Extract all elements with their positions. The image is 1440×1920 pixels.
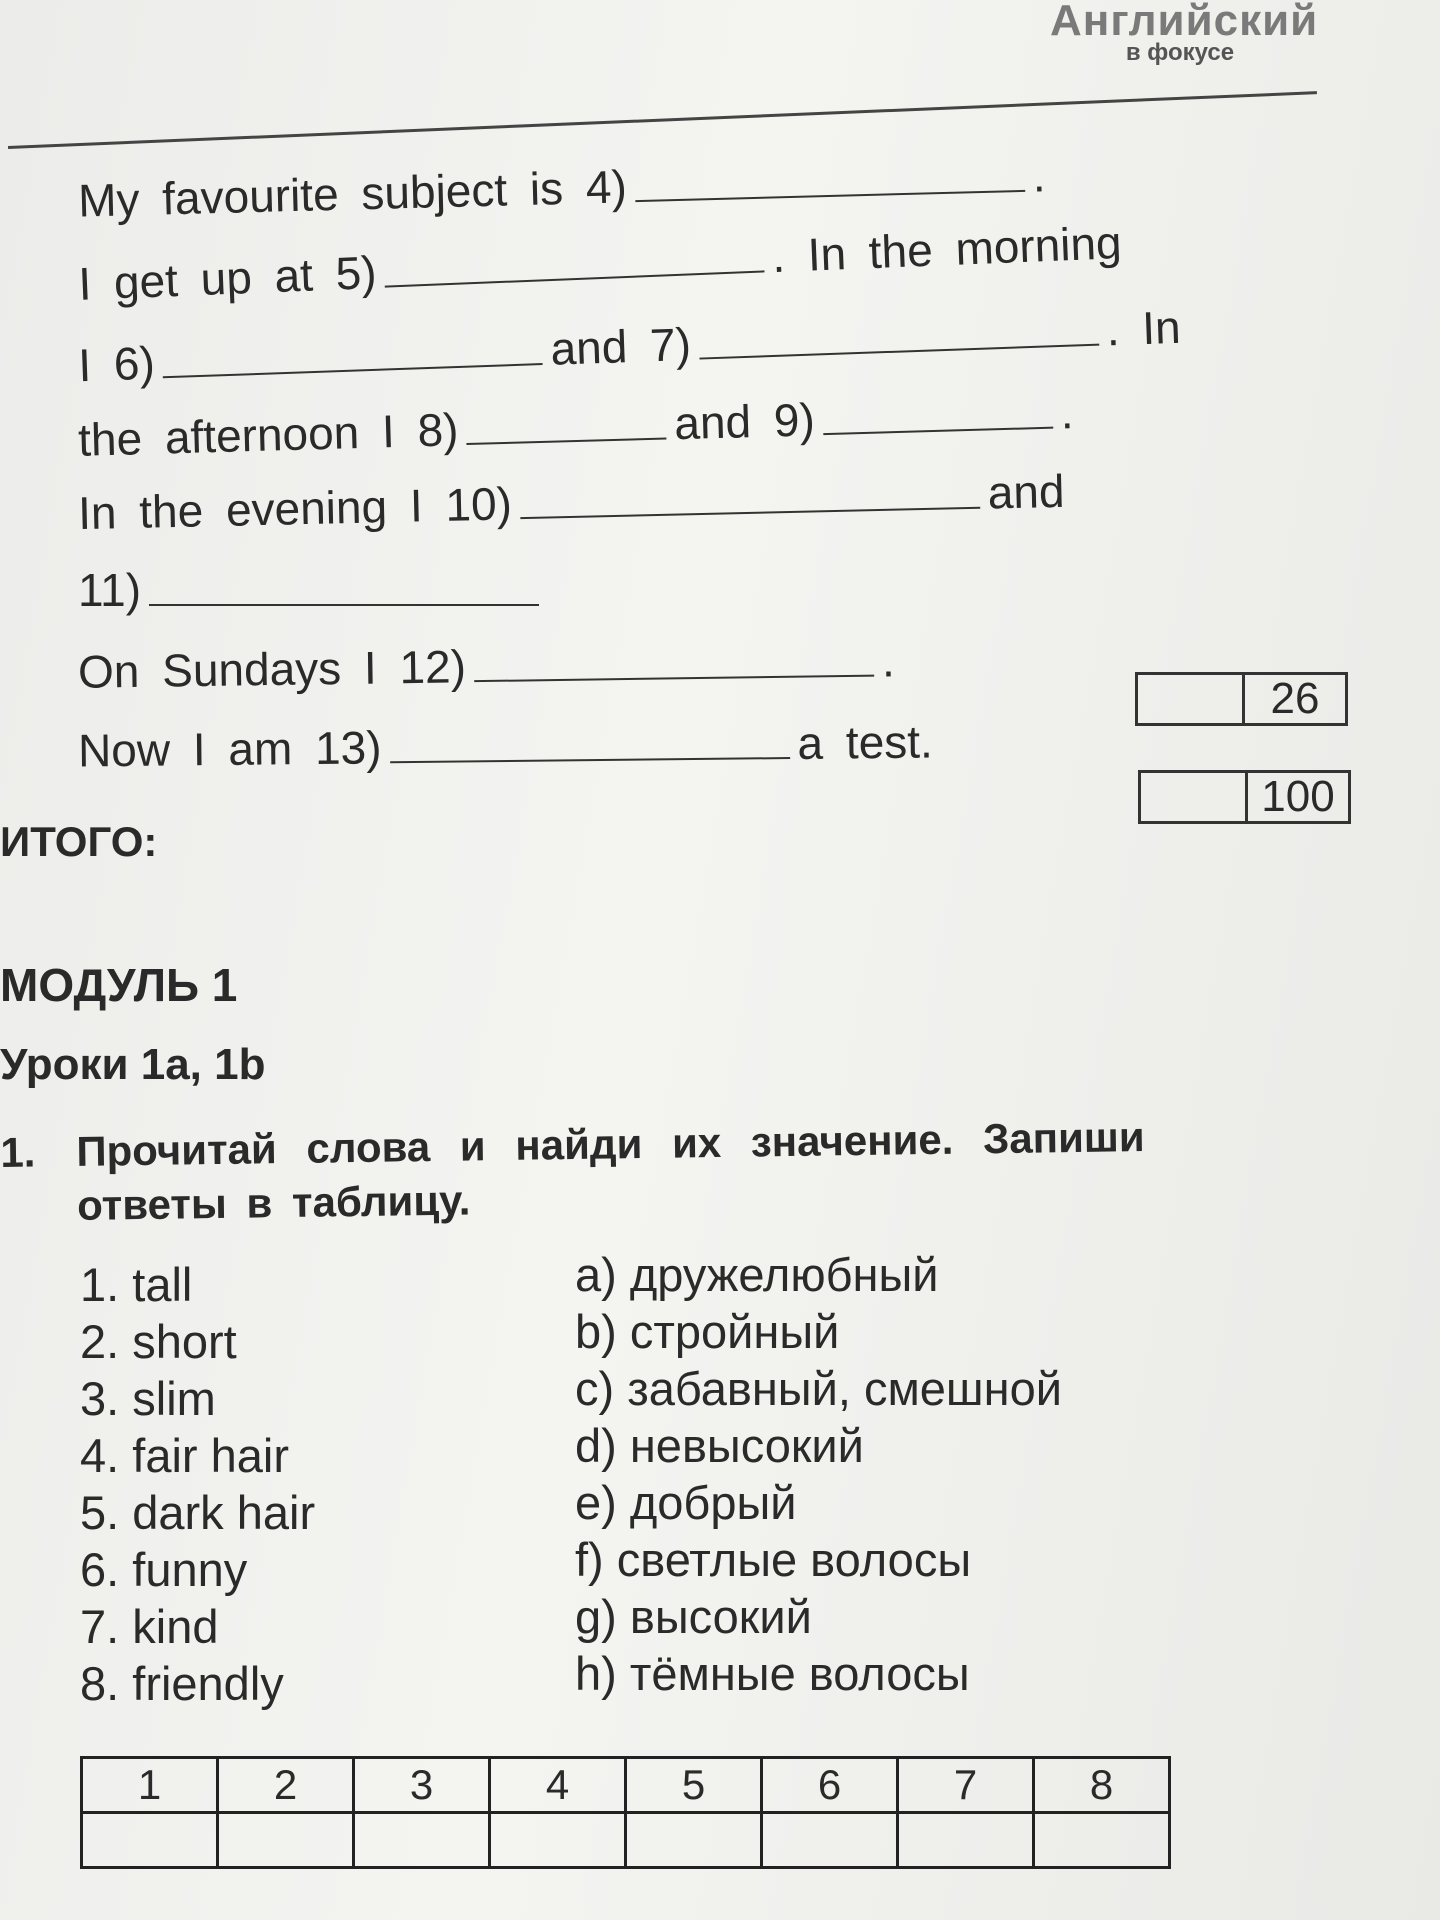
total-max-score: 100	[1261, 772, 1335, 821]
answer-cell	[82, 1813, 218, 1868]
task-text-line1: Прочитай слова и найди их значение. Запиши	[76, 1113, 1145, 1175]
exercise-line-11	[78, 562, 547, 618]
list-item: 6. funny	[80, 1543, 248, 1596]
exercise-line-12	[78, 632, 895, 699]
line-text: and	[987, 464, 1066, 519]
module-title: МОДУЛЬ 1	[0, 959, 238, 1011]
answer-table-header: 3	[354, 1758, 490, 1813]
answer-table-header: 7	[898, 1758, 1034, 1813]
task-text-line2: ответы в таблицу.	[76, 1176, 471, 1229]
total-input-cell	[1141, 773, 1248, 821]
line-text: . In	[1105, 300, 1182, 356]
line-text: and 7)	[549, 317, 692, 375]
answer-cell	[354, 1813, 490, 1868]
line-text: .	[1031, 149, 1047, 202]
line-text: My favourite subject is 4)	[77, 160, 628, 227]
list-item: 7. kind	[80, 1600, 219, 1653]
answer-table-header: 2	[218, 1758, 354, 1813]
total-label: ИТОГО:	[0, 818, 158, 865]
answer-cell	[762, 1813, 898, 1868]
answer-blank-5	[384, 240, 765, 287]
line-text: a test.	[797, 715, 934, 769]
list-item: 1. tall	[80, 1258, 193, 1311]
answer-table-header: 8	[1034, 1758, 1170, 1813]
answer-blank-11	[149, 574, 539, 606]
total-score-box	[1138, 770, 1351, 824]
line-text: I 6)	[77, 336, 156, 392]
answer-table-header: 5	[626, 1758, 762, 1813]
line-text: In the evening I 10)	[77, 477, 513, 540]
exercise-line-8-9	[77, 384, 1074, 468]
list-item: a) дружелюбный	[575, 1248, 939, 1301]
exercise-line-4	[77, 147, 1046, 228]
answer-table-header: 1	[82, 1758, 218, 1813]
line-text: and 9)	[673, 393, 816, 450]
list-item: c) забавный, смешной	[575, 1362, 1062, 1415]
section-max-score: 26	[1270, 674, 1320, 723]
list-item: d) невысокий	[575, 1419, 864, 1472]
exercise-line-13	[78, 714, 933, 779]
answer-blank-7	[698, 314, 1099, 360]
line-text: 11)	[78, 564, 142, 616]
answer-cell	[626, 1813, 762, 1868]
section-score-box	[1135, 672, 1348, 726]
exercise-line-6-7	[77, 299, 1181, 393]
list-item: b) стройный	[575, 1305, 840, 1358]
answer-blank-4	[634, 160, 1025, 202]
line-text: I get up at 5)	[77, 245, 378, 310]
list-item: 4. fair hair	[80, 1429, 289, 1482]
list-item: 8. friendly	[80, 1657, 284, 1710]
answer-table-answer-row	[82, 1813, 1170, 1868]
lessons-title: Уроки 1a, 1b	[0, 1040, 266, 1089]
answer-blank-6	[162, 333, 543, 378]
exercise-line-5	[77, 214, 1122, 312]
list-item: 5. dark hair	[80, 1486, 316, 1539]
answer-blank-8	[466, 407, 667, 445]
answer-cell	[218, 1813, 354, 1868]
task-instruction	[0, 1106, 1400, 1229]
brand-sub-text: в фокусе	[1125, 39, 1235, 66]
exercise-line-10	[77, 463, 1065, 541]
answer-cell	[1034, 1813, 1170, 1868]
task-number: 1.	[0, 1128, 36, 1176]
list-item: 2. short	[80, 1315, 237, 1368]
line-text: . In the morning	[771, 216, 1123, 283]
line-text: .	[881, 634, 896, 687]
list-item: e) добрый	[575, 1476, 797, 1529]
answer-table-header: 6	[762, 1758, 898, 1813]
brand-main-text: Английский	[1050, 0, 1319, 45]
line-text: On Sundays I 12)	[77, 640, 467, 698]
answer-blank-12	[474, 645, 874, 683]
answer-table-header: 4	[490, 1758, 626, 1813]
meaning-list	[575, 1246, 1062, 1702]
answer-blank-9	[822, 397, 1053, 435]
answer-blank-10	[519, 477, 980, 519]
score-input-cell	[1138, 675, 1245, 723]
list-item: g) высокий	[575, 1590, 812, 1643]
list-item: h) тёмные волосы	[575, 1647, 970, 1700]
list-item: 3. slim	[80, 1372, 216, 1425]
answer-cell	[898, 1813, 1034, 1868]
answer-cell	[490, 1813, 626, 1868]
answer-table	[80, 1756, 1171, 1869]
answer-blank-13	[389, 727, 789, 763]
list-item: f) светлые волосы	[575, 1533, 972, 1586]
brand-logo	[1050, 0, 1319, 66]
word-list	[80, 1256, 315, 1712]
header-divider	[8, 91, 1317, 149]
line-text: .	[1059, 386, 1075, 439]
answer-table-header-row	[82, 1758, 1170, 1813]
line-text: Now I am 13)	[77, 721, 382, 777]
line-text: the afternoon I 8)	[77, 403, 460, 466]
